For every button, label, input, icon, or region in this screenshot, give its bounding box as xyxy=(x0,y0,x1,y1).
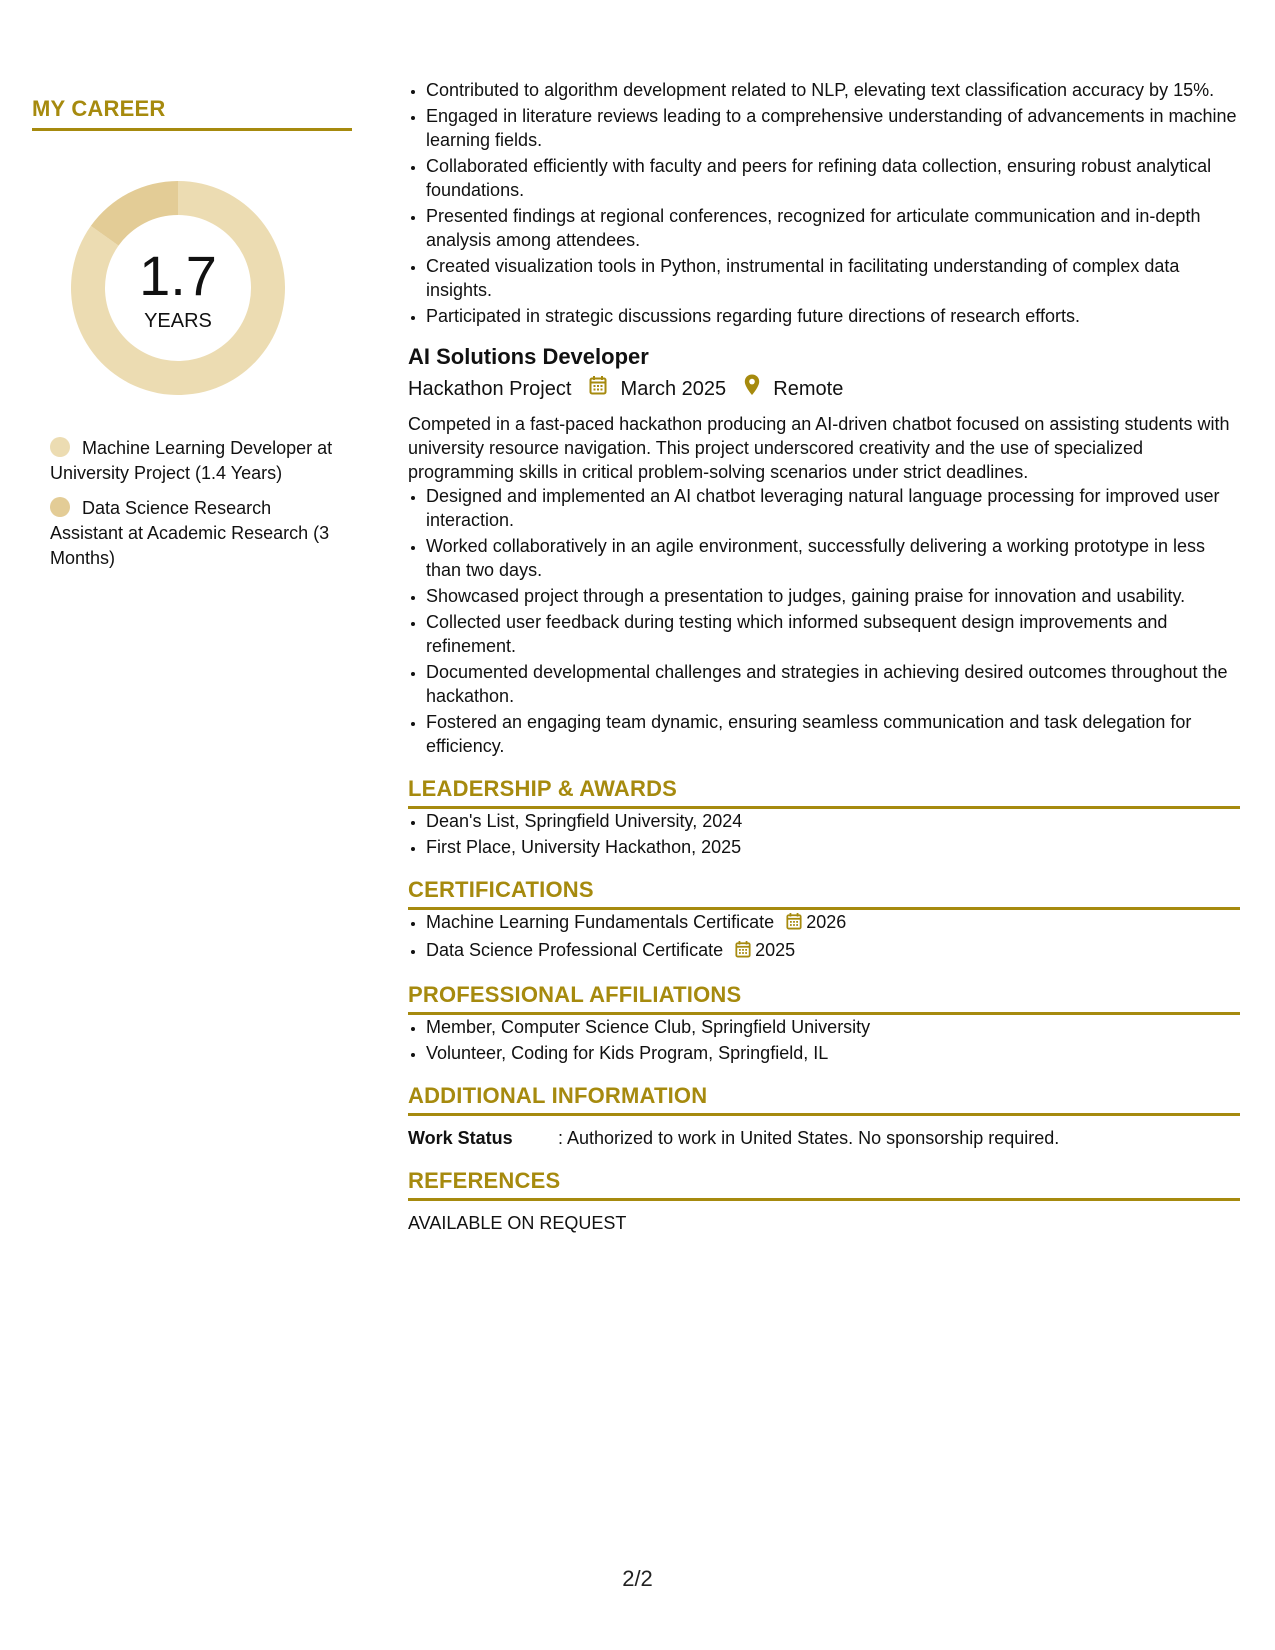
list-item: • Presented findings at regional conferences, recognized for articulate communication and in-depth analysis among attendees. xyxy=(426,204,1240,252)
list-item: • First Place, University Hackathon, 2025 xyxy=(426,835,1240,859)
legend-label: Data Science Research Assistant at Academic Research (3 Months) xyxy=(50,498,330,568)
job-company: Hackathon Project xyxy=(408,378,572,400)
calendar-icon xyxy=(786,912,802,936)
job-title: AI Solutions Developer xyxy=(408,344,649,369)
certification-name: Machine Learning Fundamentals Certificate xyxy=(426,912,775,932)
calendar-icon xyxy=(735,940,751,964)
list-item: • Collaborated efficiently with faculty and peers for refining data collection, ensuring robust analytical foundations. xyxy=(426,154,1240,202)
list-item: • Volunteer, Coding for Kids Program, Springfield, IL xyxy=(426,1041,1240,1065)
leadership-heading: LEADERSHIP & AWARDS xyxy=(408,776,1240,809)
career-legend xyxy=(50,436,340,581)
certifications-list xyxy=(408,910,1240,964)
list-item: • Showcased project through a presentation to judges, gaining praise for innovation and usability. xyxy=(426,584,1240,608)
list-item xyxy=(426,910,1240,936)
certifications-heading: CERTIFICATIONS xyxy=(408,877,1240,910)
list-item: • Collected user feedback during testing which informed subsequent design improvements and refinement. xyxy=(426,610,1240,658)
list-item: • Dean's List, Springfield University, 2024 xyxy=(426,809,1240,833)
career-donut-chart xyxy=(66,176,290,400)
previous-job-bullets xyxy=(408,78,1240,328)
list-item: • Participated in strategic discussions regarding future directions of research efforts. xyxy=(426,304,1240,328)
list-item: • Worked collaboratively in an agile environment, successfully delivering a working prototype in less than two days. xyxy=(426,534,1240,582)
certification-name: Data Science Professional Certificate xyxy=(426,940,724,960)
work-status-label: Work Status xyxy=(408,1128,513,1148)
list-item xyxy=(426,938,1240,964)
legend-dot xyxy=(50,497,70,517)
map-pin-icon xyxy=(744,374,760,404)
list-item: • Contributed to algorithm development related to NLP, elevating text classification accuracy by 15%. xyxy=(426,78,1240,102)
job-location: Remote xyxy=(773,378,844,400)
work-status-value: : Authorized to work in United States. No sponsorship required. xyxy=(558,1128,1060,1148)
total-years-value: 1.7 xyxy=(139,244,217,307)
legend-item xyxy=(50,436,340,486)
job-bullets xyxy=(408,484,1240,758)
list-item: • Documented developmental challenges and strategies in achieving desired outcomes throughout the hackathon. xyxy=(426,660,1240,708)
additional-info-heading: ADDITIONAL INFORMATION xyxy=(408,1083,1240,1116)
sidebar xyxy=(32,96,352,568)
calendar-icon xyxy=(589,375,607,403)
leadership-list xyxy=(408,809,1240,859)
job-date: March 2025 xyxy=(620,378,727,400)
certification-year: 2026 xyxy=(806,912,847,932)
my-career-heading: MY CAREER xyxy=(32,96,352,131)
affiliations-list xyxy=(408,1015,1240,1065)
certification-year: 2025 xyxy=(755,940,796,960)
list-item: • Member, Computer Science Club, Springfield University xyxy=(426,1015,1240,1039)
legend-label: Machine Learning Developer at University Project (1.4 Years) xyxy=(50,438,333,483)
legend-item xyxy=(50,496,340,571)
main-content xyxy=(408,78,1240,1235)
list-item: • Created visualization tools in Python, instrumental in facilitating understanding of complex data insights. xyxy=(426,254,1240,302)
job-meta xyxy=(408,374,1240,404)
list-item: • Designed and implemented an AI chatbot leveraging natural language processing for improved user interaction. xyxy=(426,484,1240,532)
job-description: Competed in a fast-paced hackathon producing an AI-driven chatbot focused on assisting students with university resource navigation. This project underscored creativity and the use of specialized programming skills in critical problem-solving scenarios under strict deadlines. xyxy=(408,414,1230,482)
list-item: • Engaged in literature reviews leading to a comprehensive understanding of advancements in machine learning fields. xyxy=(426,104,1240,152)
references-heading: REFERENCES xyxy=(408,1168,1240,1201)
references-text: AVAILABLE ON REQUEST xyxy=(408,1213,627,1233)
total-years-unit: YEARS xyxy=(144,310,212,332)
page-number: 2/2 xyxy=(622,1566,653,1591)
legend-dot xyxy=(50,437,70,457)
work-status-row xyxy=(408,1126,1240,1150)
affiliations-heading: PROFESSIONAL AFFILIATIONS xyxy=(408,982,1240,1015)
list-item: • Fostered an engaging team dynamic, ensuring seamless communication and task delegation for efficiency. xyxy=(426,710,1240,758)
